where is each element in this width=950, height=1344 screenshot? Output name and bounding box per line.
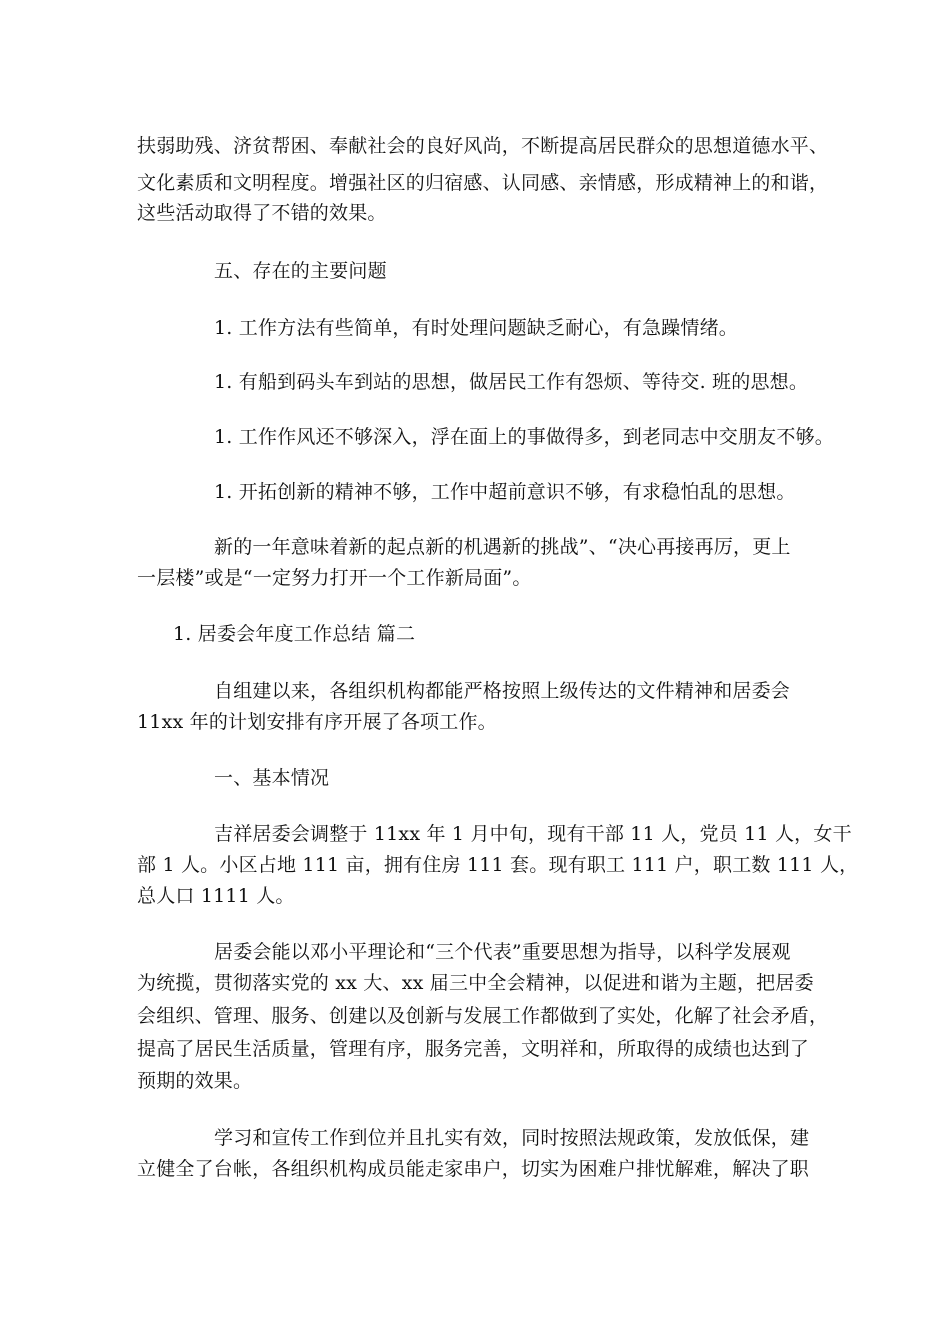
text-line: 扶弱助残、济贫帮困、奉献社会的良好风尚，不断提高居民群众的思想道德水平、 [137, 135, 829, 157]
text-line: 总人口 1111 人。 [137, 885, 295, 907]
text-line: 立健全了台帐，各组织机构成员能走家串户，切实为困难户排忧解难，解决了职 [137, 1158, 810, 1180]
text-line: 为统揽，贯彻落实党的 xx 大、xx 届三中全会精神，以促进和谐为主题，把居委 [137, 972, 814, 994]
text-line: 会组织、管理、服务、创建以及创新与发展工作都做到了实处，化解了社会矛盾， [137, 1005, 829, 1027]
text-line: 自组建以来，各组织机构都能严格按照上级传达的文件精神和居委会 [214, 680, 791, 702]
list-item: 1. 工作方法有些简单，有时处理问题缺乏耐心，有急躁情绪。 [214, 317, 738, 339]
list-item: 1. 有船到码头车到站的思想，做居民工作有怨烦、等待交. 班的思想。 [214, 371, 809, 393]
section-heading: 一、基本情况 [214, 767, 330, 789]
text-line: 居委会能以邓小平理论和“三个代表”重要思想为指导，以科学发展观 [214, 941, 791, 963]
text-line: 部 1 人。小区占地 111 亩，拥有住房 111 套。现有职工 111 户，职工数 111 人， [137, 854, 859, 876]
text-line: 预期的效果。 [137, 1070, 253, 1092]
text-line: 提高了居民生活质量，管理有序，服务完善，文明祥和，所取得的成绩也达到了 [137, 1038, 810, 1060]
text-line: 这些活动取得了不错的效果。 [137, 202, 387, 224]
text-line: 文化素质和文明程度。增强社区的归宿感、认同感、亲情感，形成精神上的和谐， [137, 172, 829, 194]
list-item: 1. 开拓创新的精神不够，工作中超前意识不够，有求稳怕乱的思想。 [214, 481, 796, 503]
section-heading: 五、存在的主要问题 [214, 260, 387, 282]
text-line: 一层楼”或是“一定努力打开一个工作新局面”。 [137, 567, 532, 589]
list-item: 1. 工作作风还不够深入，浮在面上的事做得多，到老同志中交朋友不够。 [214, 426, 834, 448]
text-line: 11xx 年的计划安排有序开展了各项工作。 [137, 711, 497, 733]
text-line: 吉祥居委会调整于 11xx 年 1 月中旬，现有干部 11 人，党员 11 人，女干 [214, 823, 852, 845]
article-title: 1. 居委会年度工作总结 篇二 [173, 623, 416, 645]
text-line: 新的一年意味着新的起点新的机遇新的挑战”、“决心再接再厉，更上 [214, 536, 791, 558]
text-line: 学习和宣传工作到位并且扎实有效，同时按照法规政策，发放低保，建 [214, 1127, 810, 1149]
